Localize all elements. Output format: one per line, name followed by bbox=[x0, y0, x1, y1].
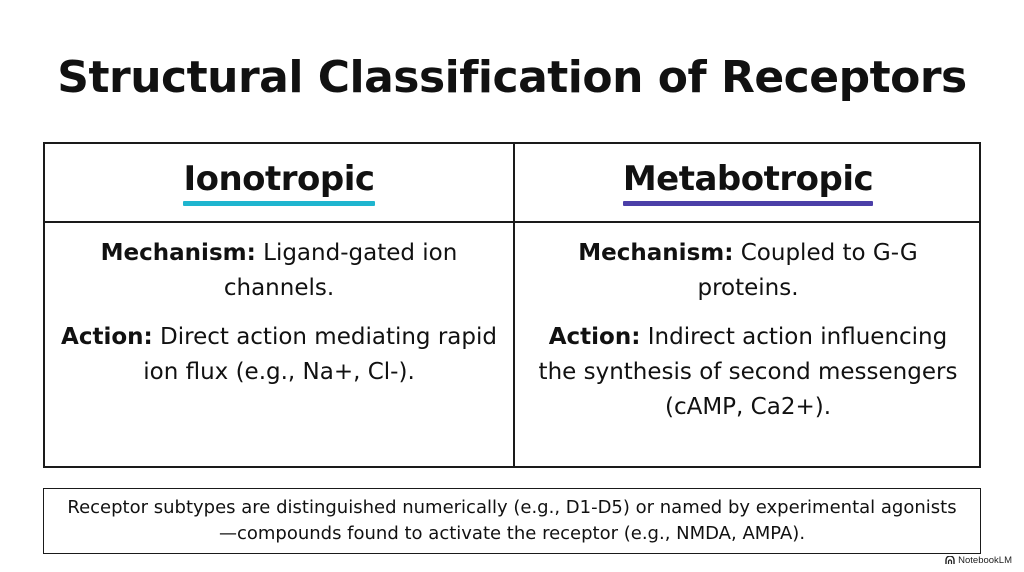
metabotropic-mechanism bbox=[528, 236, 968, 306]
ionotropic-action bbox=[59, 320, 499, 390]
mechanism-text: Coupled to G-G proteins. bbox=[697, 240, 918, 301]
notebooklm-logo-icon bbox=[945, 556, 955, 565]
mechanism-label: Mechanism: bbox=[100, 240, 256, 266]
metabotropic-underline bbox=[623, 201, 873, 206]
mechanism-text: Ligand-gated ion channels. bbox=[223, 240, 458, 301]
brand-label: NotebookLM bbox=[958, 555, 1012, 566]
ionotropic-underline bbox=[183, 201, 374, 206]
metabotropic-action bbox=[528, 320, 968, 425]
metabotropic-body bbox=[528, 236, 968, 439]
ionotropic-mechanism bbox=[59, 236, 499, 306]
action-label: Action: bbox=[61, 324, 153, 350]
action-label: Action: bbox=[548, 324, 641, 350]
action-text: Indirect action influencing the synthesis of second messengers (cAMP, Ca2+). bbox=[538, 324, 958, 420]
metabotropic-heading: Metabotropic bbox=[622, 159, 874, 199]
header-divider bbox=[45, 221, 979, 223]
ionotropic-body bbox=[59, 236, 499, 404]
footnote-text: Receptor subtypes are distinguished numerically (e.g., D1-D5) or named by experimental agonists—compounds found to activate the receptor (e.g., NMDA, AMPA). bbox=[67, 497, 957, 544]
slide-title: Structural Classification of Receptors bbox=[57, 52, 967, 103]
metabotropic-header bbox=[515, 144, 981, 221]
ionotropic-header bbox=[45, 144, 513, 221]
action-text: Direct action mediating rapid ion flux (e.g., Na+, Cl-). bbox=[143, 324, 497, 385]
comparison-table bbox=[43, 142, 981, 468]
mechanism-label: Mechanism: bbox=[578, 240, 734, 266]
ionotropic-heading: Ionotropic bbox=[183, 159, 375, 199]
footnote-box bbox=[43, 488, 981, 554]
brand-watermark bbox=[945, 555, 1012, 566]
